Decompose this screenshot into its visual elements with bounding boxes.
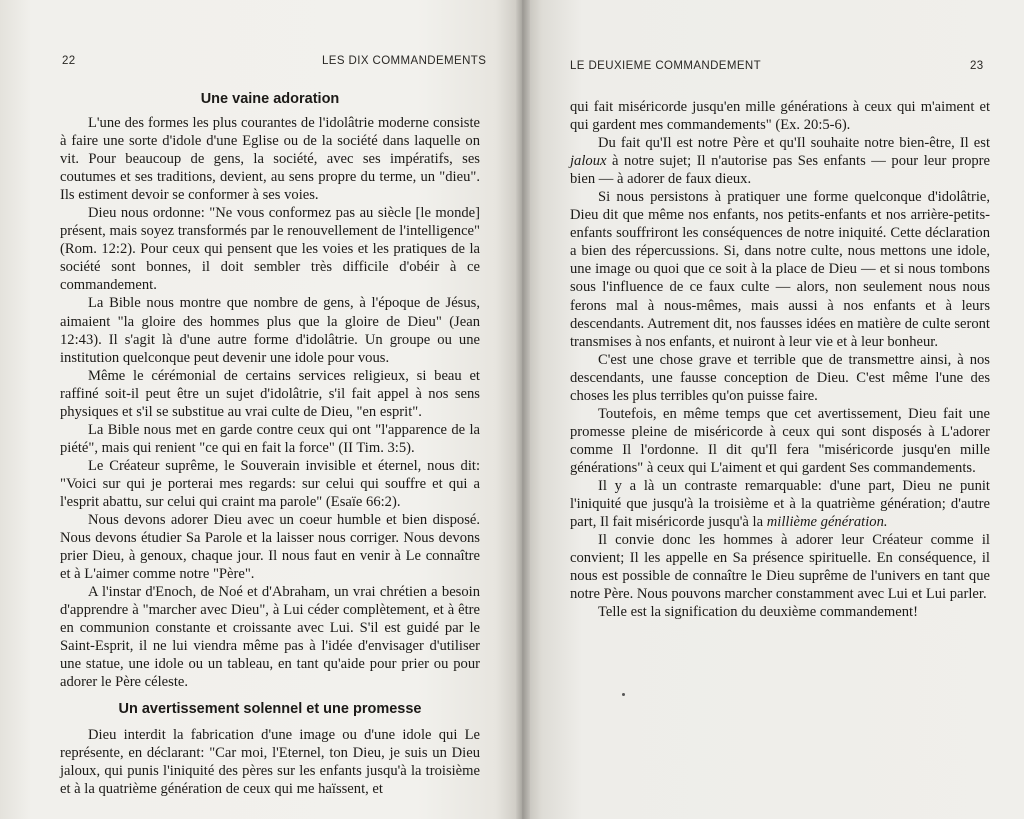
paragraph: Dieu nous ordonne: "Ne vous conformez pas au siècle [le monde] présent, mais soyez transformés par le renouvellement de l'intelligence" (Rom. 12:2). Pour ceux qui pensent que les voies et les pratiques de la société sont bonnes, il doit sembler très difficile d'obéir à ce commandement.	[60, 205, 480, 294]
left-body-text	[60, 88, 480, 798]
page-number-left: 22	[62, 55, 76, 67]
paragraph: Il convie donc les hommes à adorer leur Créateur comme il convient; Il les appelle en Sa présence spirituelle. En conséquence, il nous est possible de connaître le Dieu suprême de l'univers en tant que notre Père. Nous pouvons marcher constamment avec Lui et Lui parler.	[570, 532, 990, 603]
paragraph: Dieu interdit la fabrication d'une image ou d'une idole qui Le représente, en déclarant: "Car moi, l'Eternel, ton Dieu, je suis un Dieu jaloux, qui punis l'iniquité des pères sur les enfants jusqu'à la troisième et à la quatrième génération de ceux qui me haïssent, et	[60, 726, 480, 797]
paragraph	[570, 477, 990, 531]
paragraph: La Bible nous montre que nombre de gens, à l'époque de Jésus, aimaient "la gloire des hommes plus que la gloire de Dieu" (Jean 12:43). Il s'agit là d'une autre forme d'idolâtrie. Un groupe ou une institution quelconque peut devenir une idole pour vous.	[60, 295, 480, 366]
paragraph: A l'instar d'Enoch, de Noé et d'Abraham, un vrai chrétien a besoin d'apprendre à "marcher avec Dieu", à Lui céder complètement, et à être en communion constante et croissante avec Lui. S'il est guidé par le Saint-Esprit, il ne lui viendra même pas à l'idée d'envisager d'utiliser une statue, une idole ou un tableau, en tant qu'aide pour prier ou pour adorer le Père céleste.	[60, 584, 480, 691]
paragraph	[570, 134, 990, 188]
paragraph: C'est une chose grave et terrible que de transmettre ainsi, à nos descendants, une fausse conception de Dieu. C'est même l'une des choses les plus terribles qu'on puisse faire.	[570, 351, 990, 404]
paper-speck	[622, 693, 625, 696]
book-gutter	[516, 0, 530, 819]
paragraph-continuation: qui fait miséricorde jusqu'en mille générations à ceux qui m'aiment et qui gardent mes commandements" (Ex. 20:5-6).	[570, 99, 990, 134]
paragraph: L'une des formes les plus courantes de l'idolâtrie moderne consiste à faire une sorte d'idole d'une Eglise ou de la société dans laquelle on vit. Pour beaucoup de gens, la société, avec ses impératifs, ses coutumes et ses traditions, devient, au sens propre du terme, un "dieu". Ils estiment devoir se conformer à ses voies.	[60, 115, 480, 204]
text-run: à notre sujet; Il n'autorise pas Ses enfants — pour leur propre bien — à adorer de faux dieux.	[570, 153, 990, 188]
paragraph: Même le cérémonial de certains services religieux, si beau et raffiné soit-il peut être un sujet d'idolâtrie, s'il fait appel à nos sens physiques et s'il se substitue au vrai culte de Dieu, "en esprit".	[60, 367, 480, 420]
paragraph: Nous devons adorer Dieu avec un coeur humble et bien disposé. Nous devons étudier Sa Parole et la laisser nous corriger. Nous devons prier Dieu, à genoux, chaque jour. Il nous faut en venir à Le connaître et à L'aimer comme notre "Père".	[60, 512, 480, 583]
text-run: Du fait qu'Il est notre Père et qu'Il souhaite notre bien-être, Il est	[598, 135, 990, 152]
paragraph: Telle est la signification du deuxième commandement!	[598, 604, 918, 621]
running-head-right: LE DEUXIEME COMMANDEMENT	[570, 60, 762, 72]
paragraph: Toutefois, en même temps que cet avertissement, Dieu fait une promesse pleine de miséricorde à ceux qui sont disposés à L'adorer comme Il l'ordonne. Il dit qu'Il fera "miséricorde jusqu'en mille générations" à ceux qui L'aiment et qui gardent Ses commandements.	[570, 405, 990, 476]
running-head-left: LES DIX COMMANDEMENTS	[322, 55, 487, 67]
paragraph: Le Créateur suprême, le Souverain invisible et éternel, nous dit: "Voici sur qui je porterai mes regards: sur celui qui souffre et qui a l'esprit abattu, sur celui qui craint ma parole" (Esaïe 66:2).	[60, 457, 480, 510]
right-body-text	[570, 98, 990, 621]
paragraph: Si nous persistons à pratiquer une forme quelconque d'idolâtrie, Dieu dit que même nos enfants, nos petits-enfants et nos arrière-petits-enfants souffriront les conséquences de notre iniquité. Cette déclaration a bien des répercussions. Si, dans notre culte, nous mettons une idole, une image ou quoi que ce soit à la place de Dieu — et si nous tombons sous l'influence de ce faux culte — alors, non seulement nous nous ferons mal à nous-mêmes, mais aussi à nos enfants et à leurs descendants. Autrement dit, nos fausses idées en matière de culte seront transmises à nos enfants, et nuiront à leur vie et à leur bonheur.	[570, 189, 990, 350]
section-heading-vaine-adoration: Une vaine adoration	[200, 91, 340, 107]
paragraph: La Bible nous met en garde contre ceux qui ont "l'apparence de la piété", mais qui renient "ce qui en fait la force" (II Tim. 3:5).	[60, 421, 480, 456]
page-number-right: 23	[970, 60, 984, 72]
right-page	[522, 0, 1024, 819]
italic-text: jaloux	[570, 153, 607, 170]
italic-text: millième génération.	[766, 514, 888, 531]
text-run: Il y a là un contraste remarquable: d'une part, Dieu ne punit l'iniquité que jusqu'à la troisième et à la quatrième génération; d'autre part, Il fait miséricorde jusqu'à la	[570, 477, 990, 531]
section-heading-avertissement: Un avertissement solennel et une promesse	[118, 700, 422, 717]
